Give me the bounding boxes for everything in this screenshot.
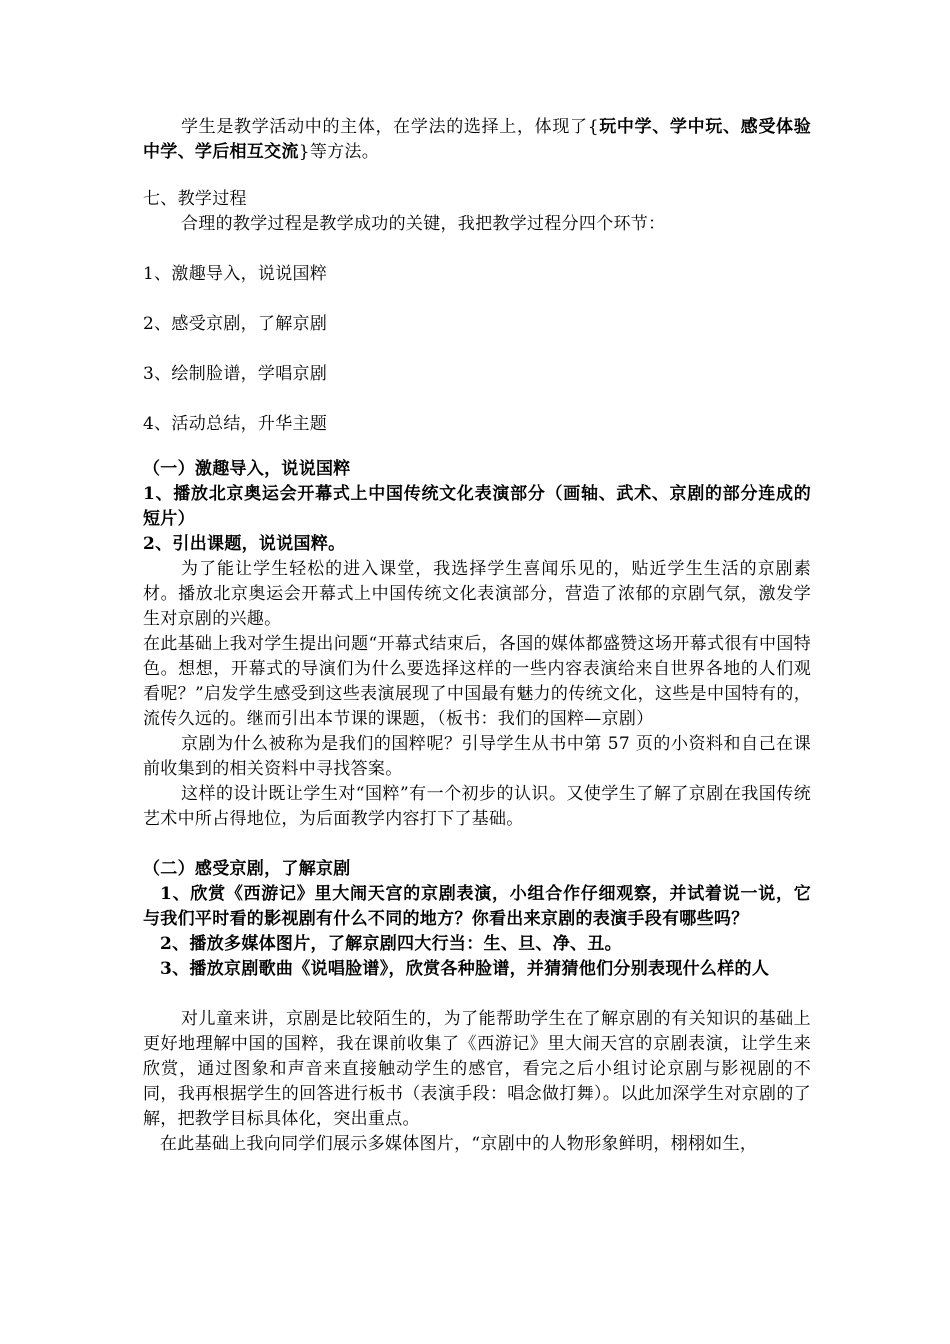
spacer: [143, 832, 811, 857]
text-run: }等方法。: [298, 142, 380, 162]
part-one-item-1: 1、播放北京奥运会开幕式上中国传统文化表演部分（画轴、武术、京剧的部分连成的短片）: [143, 484, 811, 529]
part-one-paragraph-4: 这样的设计既让学生对“国粹”有一个初步的认识。又使学生了解了京剧在我国传统艺术中所占得地位，为后面教学内容打下了基础。: [143, 784, 811, 829]
bold-text-run: 玩中学、学中玩、感受体验中学、学后相互交流: [143, 117, 811, 162]
spacer: [143, 437, 811, 457]
spacer: [143, 287, 811, 312]
spacer: [143, 982, 811, 1007]
part-one-paragraph-1: 为了能让学生轻松的进入课堂，我选择学生喜闻乐见的，贴近学生生活的京剧素材。播放北京奥运会开幕式上中国传统文化表演部分，营造了浓郁的京剧气氛，激发学生对京剧的兴趣。: [143, 559, 811, 629]
part-one-paragraph-2: 在此基础上我对学生提出问题“开幕式结束后，各国的媒体都盛赞这场开幕式很有中国特色。想想，开幕式的导演们为什么要选择这样的一些内容表演给来自世界各地的人们观看呢？”启发学生感受到这些表演展现了中国最有魅力的传统文化，这些是中国特有的，流传久远的。继而引出本节课的课题，（板书：我们的国粹—京剧）: [143, 634, 811, 729]
section-seven-intro: 合理的教学过程是教学成功的关键，我把教学过程分四个环节：: [181, 214, 666, 234]
learning-methods-paragraph: [143, 115, 811, 165]
text-run: 学生是教学活动中的主体，在学法的选择上，体现了{: [181, 117, 599, 137]
step-item-3: 3、绘制脸谱，学唱京剧: [143, 364, 328, 384]
part-two-item-1: 1、欣赏《西游记》里大闹天宫的京剧表演，小组合作仔细观察，并试着说一说，它与我们平时看的影视剧有什么不同的地方？你看出来京剧的表演手段有哪些吗？: [143, 884, 811, 929]
document-page: [143, 115, 811, 1157]
part-two-item-3: 3、播放京剧歌曲《说唱脸谱》，欣赏各种脸谱，并猜猜他们分别表现什么样的人: [160, 959, 770, 979]
spacer: [143, 237, 811, 262]
step-item-4: 4、活动总结，升华主题: [143, 414, 328, 434]
part-one-heading: （一）激趣导入，说说国粹: [143, 459, 351, 479]
part-two-item-2: 2、播放多媒体图片，了解京剧四大行当：生、旦、净、丑。: [160, 934, 622, 954]
section-seven-heading: 七、教学过程: [143, 189, 247, 209]
step-item-1: 1、激趣导入，说说国粹: [143, 264, 328, 284]
step-item-2: 2、感受京剧，了解京剧: [143, 314, 328, 334]
spacer: [143, 337, 811, 362]
part-two-heading: （二）感受京剧，了解京剧: [143, 859, 351, 879]
part-two-paragraph-2: 在此基础上我向同学们展示多媒体图片，“京剧中的人物形象鲜明，栩栩如生，: [160, 1134, 758, 1154]
part-one-item-2: 2、引出课题，说说国粹。: [143, 534, 346, 554]
part-two-paragraph-1: 对儿童来讲，京剧是比较陌生的，为了能帮助学生在了解京剧的有关知识的基础上更好地理解中国的国粹，我在课前收集了《西游记》里大闹天宫的京剧表演，让学生来欣赏，通过图象和声音来直接触动学生的感官，看完之后小组讨论京剧与影视剧的不同，我再根据学生的回答进行板书（表演手段：唱念做打舞）。以此加深学生对京剧的了解，把教学目标具体化，突出重点。: [143, 1009, 811, 1129]
spacer: [143, 165, 811, 187]
part-one-paragraph-3: 京剧为什么被称为是我们的国粹呢？引导学生从书中第 57 页的小资料和自己在课前收集到的相关资料中寻找答案。: [143, 734, 811, 779]
spacer: [143, 387, 811, 412]
